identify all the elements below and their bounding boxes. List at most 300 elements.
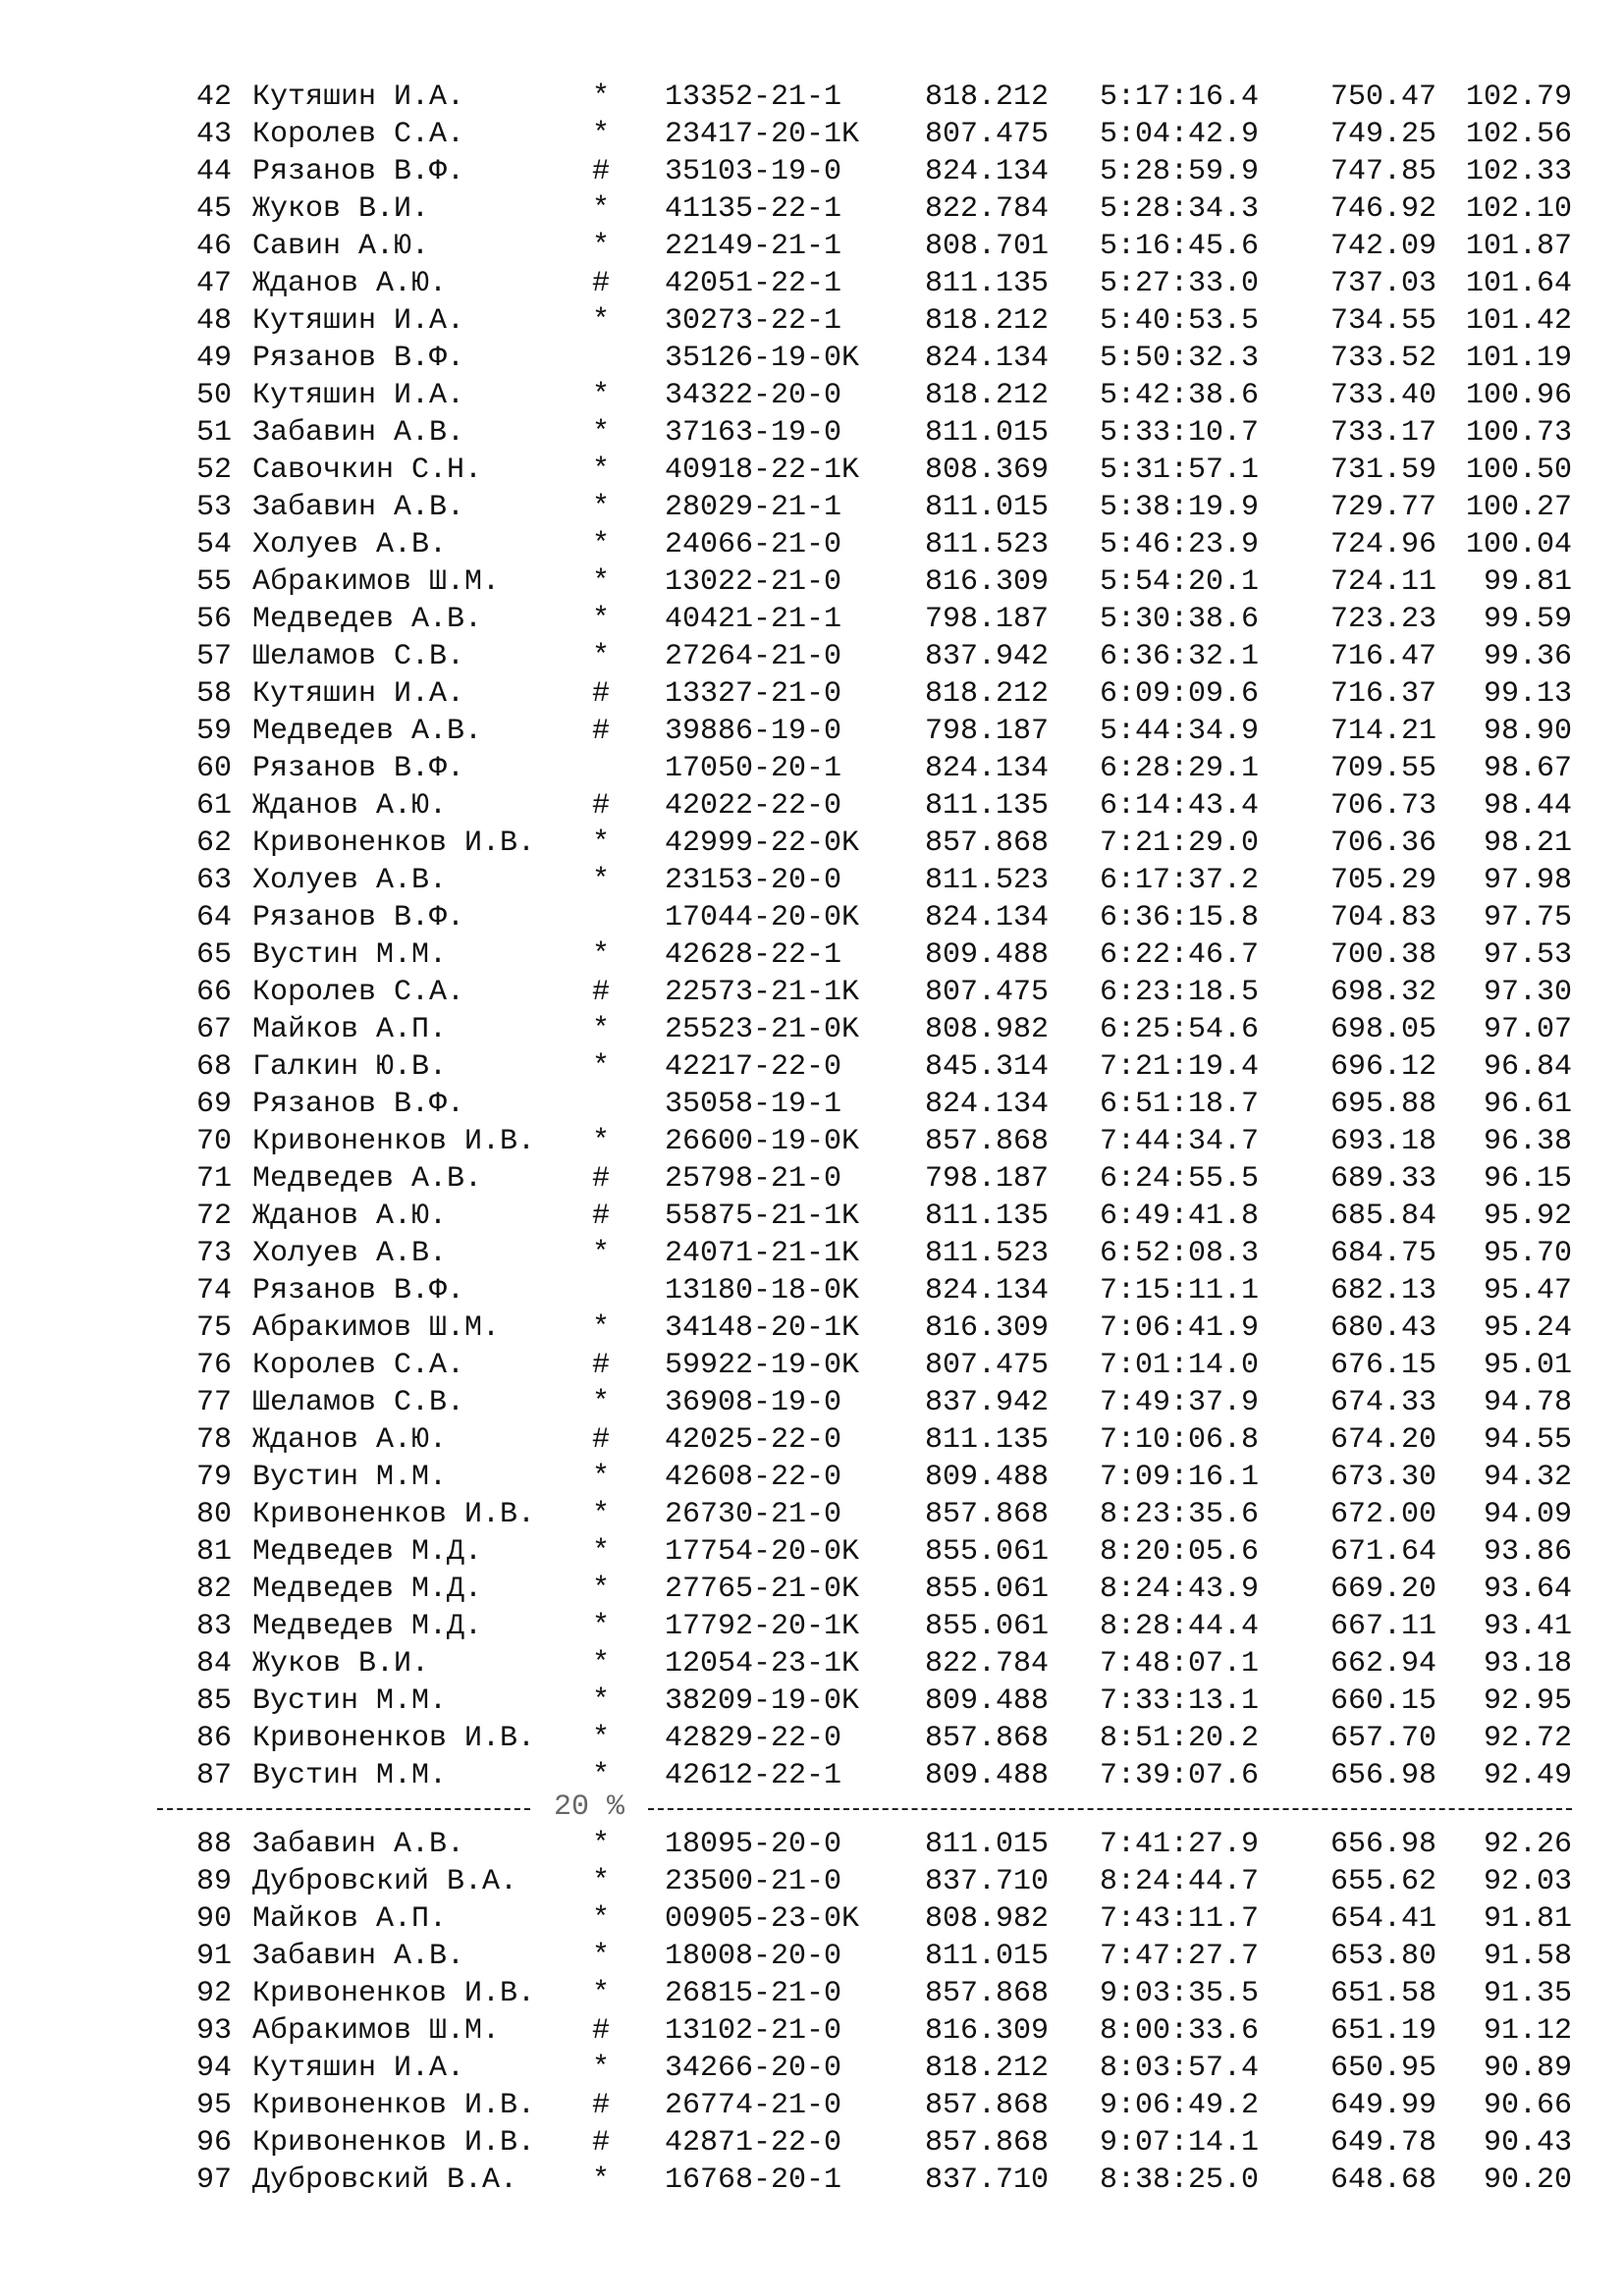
cell-speed: 706.73 <box>1329 789 1436 823</box>
cell-id: 26815-21-0 <box>665 1977 842 2010</box>
cell-num: 87 <box>195 1759 232 1792</box>
cell-pct: 98.21 <box>1483 827 1572 860</box>
cell-name: Кутяшин И.А. <box>252 677 465 711</box>
cell-num: 53 <box>195 491 232 524</box>
cell-speed: 729.77 <box>1329 491 1436 524</box>
cell-dist: 818.212 <box>925 677 1050 711</box>
cell-time: 6:36:32.1 <box>1100 640 1260 673</box>
cell-id: 40421-21-1 <box>665 603 842 636</box>
cell-speed: 705.29 <box>1329 864 1436 897</box>
cell-dist: 808.701 <box>925 230 1050 263</box>
cell-pct: 95.47 <box>1483 1274 1572 1308</box>
cell-time: 7:43:11.7 <box>1100 1902 1260 1936</box>
cell-speed: 684.75 <box>1329 1237 1436 1270</box>
cell-dist: 855.061 <box>925 1535 1050 1569</box>
cell-speed: 656.98 <box>1329 1828 1436 1861</box>
cell-mark: * <box>591 1386 610 1419</box>
cell-speed: 737.03 <box>1329 267 1436 300</box>
cell-name: Шеламов С.В. <box>252 1386 465 1419</box>
cell-pct: 101.64 <box>1465 267 1572 300</box>
cell-num: 59 <box>195 715 232 748</box>
cell-name: Королев С.А. <box>252 118 465 151</box>
cell-mark: * <box>591 2052 610 2085</box>
cell-dist: 855.061 <box>925 1573 1050 1606</box>
cell-name: Холуев А.В. <box>252 1237 448 1270</box>
cell-mark: * <box>591 1461 610 1494</box>
cell-speed: 660.15 <box>1329 1684 1436 1718</box>
cell-mark: * <box>591 454 610 487</box>
cell-dist: 857.868 <box>925 827 1050 860</box>
cell-pct: 92.49 <box>1483 1759 1572 1792</box>
cell-num: 52 <box>195 454 232 487</box>
cell-dist: 837.710 <box>925 1865 1050 1898</box>
cell-mark: # <box>591 2014 610 2048</box>
cell-name: Жданов А.Ю. <box>252 789 448 823</box>
cell-mark: # <box>591 1162 610 1196</box>
cell-speed: 734.55 <box>1329 304 1436 338</box>
cell-speed: 742.09 <box>1329 230 1436 263</box>
cell-name: Рязанов В.Ф. <box>252 752 465 785</box>
cell-time: 7:48:07.1 <box>1100 1647 1260 1681</box>
cell-time: 7:01:14.0 <box>1100 1349 1260 1382</box>
cell-pct: 94.09 <box>1483 1498 1572 1531</box>
cell-dist: 811.523 <box>925 864 1050 897</box>
cell-id: 23500-21-0 <box>665 1865 842 1898</box>
divider-line-right <box>648 1808 1572 1810</box>
cell-pct: 92.95 <box>1483 1684 1572 1718</box>
cell-num: 48 <box>195 304 232 338</box>
cell-dist: 816.309 <box>925 565 1050 599</box>
cell-pct: 101.19 <box>1465 342 1572 375</box>
cell-pct: 92.26 <box>1483 1828 1572 1861</box>
cell-id: 42999-22-0K <box>665 827 860 860</box>
cell-dist: 811.015 <box>925 1940 1050 1973</box>
cell-num: 62 <box>195 827 232 860</box>
cell-pct: 90.89 <box>1483 2052 1572 2085</box>
cell-speed: 723.23 <box>1329 603 1436 636</box>
cell-num: 80 <box>195 1498 232 1531</box>
cell-num: 68 <box>195 1050 232 1084</box>
cell-dist: 809.488 <box>925 1461 1050 1494</box>
cell-pct: 96.61 <box>1483 1088 1572 1121</box>
cell-speed: 669.20 <box>1329 1573 1436 1606</box>
cell-dist: 807.475 <box>925 1349 1050 1382</box>
cell-id: 13022-21-0 <box>665 565 842 599</box>
cell-num: 46 <box>195 230 232 263</box>
cell-id: 34148-20-1K <box>665 1311 860 1345</box>
cell-mark: # <box>591 715 610 748</box>
cell-name: Кутяшин И.А. <box>252 80 465 114</box>
cell-time: 7:39:07.6 <box>1100 1759 1260 1792</box>
cell-num: 65 <box>195 938 232 972</box>
cell-dist: 811.523 <box>925 1237 1050 1270</box>
cell-num: 74 <box>195 1274 232 1308</box>
cell-mark: # <box>591 155 610 188</box>
cell-time: 5:17:16.4 <box>1100 80 1260 114</box>
cell-mark: * <box>591 1237 610 1270</box>
cell-speed: 650.95 <box>1329 2052 1436 2085</box>
cell-time: 5:30:38.6 <box>1100 603 1260 636</box>
cell-pct: 93.18 <box>1483 1647 1572 1681</box>
cell-mark: * <box>591 491 610 524</box>
cell-name: Кутяшин И.А. <box>252 379 465 412</box>
cell-num: 75 <box>195 1311 232 1345</box>
cell-speed: 653.80 <box>1329 1940 1436 1973</box>
cell-pct: 98.44 <box>1483 789 1572 823</box>
cell-pct: 98.67 <box>1483 752 1572 785</box>
cell-num: 85 <box>195 1684 232 1718</box>
cell-speed: 724.11 <box>1329 565 1436 599</box>
cell-speed: 724.96 <box>1329 528 1436 561</box>
cell-dist: 811.135 <box>925 1200 1050 1233</box>
cell-dist: 809.488 <box>925 1759 1050 1792</box>
cell-time: 7:44:34.7 <box>1100 1125 1260 1158</box>
cell-num: 55 <box>195 565 232 599</box>
cell-mark: * <box>591 1759 610 1792</box>
cell-dist: 818.212 <box>925 304 1050 338</box>
cell-num: 84 <box>195 1647 232 1681</box>
cell-time: 8:24:44.7 <box>1100 1865 1260 1898</box>
cell-num: 47 <box>195 267 232 300</box>
cell-speed: 674.20 <box>1329 1423 1436 1457</box>
cell-pct: 95.01 <box>1483 1349 1572 1382</box>
cell-time: 8:38:25.0 <box>1100 2163 1260 2197</box>
cell-dist: 845.314 <box>925 1050 1050 1084</box>
cell-speed: 733.40 <box>1329 379 1436 412</box>
cell-mark: * <box>591 1311 610 1345</box>
cell-time: 8:03:57.4 <box>1100 2052 1260 2085</box>
cell-speed: 651.19 <box>1329 2014 1436 2048</box>
cell-speed: 654.41 <box>1329 1902 1436 1936</box>
cell-time: 7:33:13.1 <box>1100 1684 1260 1718</box>
cell-pct: 102.10 <box>1465 192 1572 226</box>
cell-mark: * <box>591 603 610 636</box>
cell-time: 8:24:43.9 <box>1100 1573 1260 1606</box>
cell-mark: # <box>591 267 610 300</box>
cell-time: 5:28:34.3 <box>1100 192 1260 226</box>
cell-id: 17050-20-1 <box>665 752 842 785</box>
cell-dist: 798.187 <box>925 1162 1050 1196</box>
cell-id: 35126-19-0K <box>665 342 860 375</box>
cell-mark: * <box>591 1828 610 1861</box>
cell-id: 59922-19-0K <box>665 1349 860 1382</box>
cell-pct: 90.43 <box>1483 2126 1572 2160</box>
cell-mark: * <box>591 1125 610 1158</box>
threshold-divider <box>157 1789 1572 1826</box>
cell-mark: * <box>591 80 610 114</box>
cell-num: 51 <box>195 416 232 450</box>
cell-mark: * <box>591 1722 610 1755</box>
cell-mark: * <box>591 864 610 897</box>
cell-dist: 837.942 <box>925 640 1050 673</box>
cell-id: 30273-22-1 <box>665 304 842 338</box>
cell-pct: 94.78 <box>1483 1386 1572 1419</box>
cell-mark: * <box>591 379 610 412</box>
cell-name: Абракимов Ш.М. <box>252 2014 501 2048</box>
cell-pct: 91.58 <box>1483 1940 1572 1973</box>
cell-num: 78 <box>195 1423 232 1457</box>
cell-pct: 97.53 <box>1483 938 1572 972</box>
cell-id: 34266-20-0 <box>665 2052 842 2085</box>
cell-dist: 798.187 <box>925 715 1050 748</box>
cell-pct: 99.59 <box>1483 603 1572 636</box>
cell-mark: * <box>591 528 610 561</box>
cell-name: Кутяшин И.А. <box>252 304 465 338</box>
cell-id: 27765-21-0K <box>665 1573 860 1606</box>
cell-dist: 811.015 <box>925 1828 1050 1861</box>
cell-name: Савин А.Ю. <box>252 230 430 263</box>
cell-name: Майков А.П. <box>252 1013 448 1046</box>
cell-speed: 649.78 <box>1329 2126 1436 2160</box>
cell-pct: 100.73 <box>1465 416 1572 450</box>
cell-speed: 682.13 <box>1329 1274 1436 1308</box>
cell-name: Королев С.А. <box>252 976 465 1009</box>
cell-dist: 816.309 <box>925 2014 1050 2048</box>
cell-dist: 857.868 <box>925 1977 1050 2010</box>
cell-time: 7:09:16.1 <box>1100 1461 1260 1494</box>
cell-num: 73 <box>195 1237 232 1270</box>
cell-id: 42022-22-0 <box>665 789 842 823</box>
cell-name: Медведев М.Д. <box>252 1535 483 1569</box>
cell-time: 6:24:55.5 <box>1100 1162 1260 1196</box>
cell-time: 6:23:18.5 <box>1100 976 1260 1009</box>
cell-id: 18008-20-0 <box>665 1940 842 1973</box>
cell-speed: 685.84 <box>1329 1200 1436 1233</box>
cell-speed: 698.32 <box>1329 976 1436 1009</box>
cell-num: 70 <box>195 1125 232 1158</box>
cell-time: 7:49:37.9 <box>1100 1386 1260 1419</box>
cell-speed: 716.47 <box>1329 640 1436 673</box>
cell-pct: 94.32 <box>1483 1461 1572 1494</box>
cell-time: 9:03:35.5 <box>1100 1977 1260 2010</box>
cell-speed: 673.30 <box>1329 1461 1436 1494</box>
cell-dist: 808.369 <box>925 454 1050 487</box>
cell-pct: 95.92 <box>1483 1200 1572 1233</box>
cell-pct: 102.33 <box>1465 155 1572 188</box>
cell-name: Забавин А.В. <box>252 1828 465 1861</box>
cell-name: Кривоненков И.В. <box>252 1722 536 1755</box>
cell-id: 36908-19-0 <box>665 1386 842 1419</box>
cell-id: 13352-21-1 <box>665 80 842 114</box>
cell-time: 7:10:06.8 <box>1100 1423 1260 1457</box>
cell-time: 6:17:37.2 <box>1100 864 1260 897</box>
cell-dist: 857.868 <box>925 1125 1050 1158</box>
cell-speed: 657.70 <box>1329 1722 1436 1755</box>
cell-name: Дубровский В.А. <box>252 2163 518 2197</box>
cell-pct: 101.42 <box>1465 304 1572 338</box>
cell-pct: 99.13 <box>1483 677 1572 711</box>
cell-mark: * <box>591 304 610 338</box>
cell-time: 6:36:15.8 <box>1100 901 1260 934</box>
cell-name: Вустин М.М. <box>252 1684 448 1718</box>
cell-pct: 99.81 <box>1483 565 1572 599</box>
cell-num: 93 <box>195 2014 232 2048</box>
cell-id: 24066-21-0 <box>665 528 842 561</box>
cell-speed: 698.05 <box>1329 1013 1436 1046</box>
cell-id: 22149-21-1 <box>665 230 842 263</box>
cell-id: 26600-19-0K <box>665 1125 860 1158</box>
cell-time: 8:28:44.4 <box>1100 1610 1260 1643</box>
cell-mark: # <box>591 1200 610 1233</box>
cell-mark: * <box>591 230 610 263</box>
cell-name: Забавин А.В. <box>252 416 465 450</box>
cell-name: Абракимов Ш.М. <box>252 1311 501 1345</box>
cell-dist: 857.868 <box>925 1498 1050 1531</box>
cell-num: 72 <box>195 1200 232 1233</box>
cell-time: 6:51:18.7 <box>1100 1088 1260 1121</box>
cell-id: 42628-22-1 <box>665 938 842 972</box>
cell-name: Кривоненков И.В. <box>252 1977 536 2010</box>
cell-pct: 98.90 <box>1483 715 1572 748</box>
cell-dist: 807.475 <box>925 976 1050 1009</box>
cell-dist: 824.134 <box>925 1274 1050 1308</box>
cell-mark: * <box>591 1535 610 1569</box>
cell-pct: 101.87 <box>1465 230 1572 263</box>
cell-time: 8:23:35.6 <box>1100 1498 1260 1531</box>
cell-speed: 733.52 <box>1329 342 1436 375</box>
cell-num: 79 <box>195 1461 232 1494</box>
cell-id: 40918-22-1K <box>665 454 860 487</box>
cell-mark: * <box>591 1498 610 1531</box>
cell-name: Кривоненков И.В. <box>252 2126 536 2160</box>
cell-speed: 693.18 <box>1329 1125 1436 1158</box>
cell-id: 27264-21-0 <box>665 640 842 673</box>
cell-id: 26730-21-0 <box>665 1498 842 1531</box>
cell-time: 5:42:38.6 <box>1100 379 1260 412</box>
cell-name: Медведев М.Д. <box>252 1610 483 1643</box>
cell-mark: # <box>591 1349 610 1382</box>
cell-id: 23417-20-1K <box>665 118 860 151</box>
cell-time: 5:04:42.9 <box>1100 118 1260 151</box>
cell-mark: * <box>591 1013 610 1046</box>
cell-time: 5:38:19.9 <box>1100 491 1260 524</box>
cell-id: 35103-19-0 <box>665 155 842 188</box>
cell-pct: 94.55 <box>1483 1423 1572 1457</box>
cell-dist: 808.982 <box>925 1902 1050 1936</box>
cell-dist: 811.015 <box>925 416 1050 450</box>
cell-time: 7:41:27.9 <box>1100 1828 1260 1861</box>
cell-num: 90 <box>195 1902 232 1936</box>
cell-pct: 97.75 <box>1483 901 1572 934</box>
cell-time: 6:22:46.7 <box>1100 938 1260 972</box>
cell-mark: * <box>591 1050 610 1084</box>
cell-dist: 816.309 <box>925 1311 1050 1345</box>
cell-dist: 824.134 <box>925 752 1050 785</box>
cell-name: Вустин М.М. <box>252 938 448 972</box>
cell-name: Кривоненков И.В. <box>252 827 536 860</box>
cell-id: 25523-21-0K <box>665 1013 860 1046</box>
cell-mark: * <box>591 938 610 972</box>
cell-name: Забавин А.В. <box>252 491 465 524</box>
cell-dist: 837.710 <box>925 2163 1050 2197</box>
cell-speed: 709.55 <box>1329 752 1436 785</box>
cell-dist: 808.982 <box>925 1013 1050 1046</box>
cell-num: 97 <box>195 2163 232 2197</box>
cell-dist: 818.212 <box>925 2052 1050 2085</box>
cell-name: Медведев А.В. <box>252 1162 483 1196</box>
cell-id: 55875-21-1K <box>665 1200 860 1233</box>
cell-num: 57 <box>195 640 232 673</box>
cell-time: 8:00:33.6 <box>1100 2014 1260 2048</box>
cell-dist: 837.942 <box>925 1386 1050 1419</box>
cell-id: 17754-20-0K <box>665 1535 860 1569</box>
cell-num: 88 <box>195 1828 232 1861</box>
cell-name: Жданов А.Ю. <box>252 1423 448 1457</box>
cell-mark: # <box>591 1423 610 1457</box>
cell-time: 9:06:49.2 <box>1100 2089 1260 2122</box>
cell-time: 6:52:08.3 <box>1100 1237 1260 1270</box>
cell-num: 94 <box>195 2052 232 2085</box>
cell-speed: 695.88 <box>1329 1088 1436 1121</box>
cell-name: Жуков В.И. <box>252 192 430 226</box>
cell-time: 5:16:45.6 <box>1100 230 1260 263</box>
cell-name: Медведев М.Д. <box>252 1573 483 1606</box>
cell-id: 18095-20-0 <box>665 1828 842 1861</box>
cell-num: 95 <box>195 2089 232 2122</box>
cell-mark: * <box>591 1684 610 1718</box>
cell-id: 17044-20-0K <box>665 901 860 934</box>
cell-mark: * <box>591 1610 610 1643</box>
cell-id: 12054-23-1K <box>665 1647 860 1681</box>
cell-name: Медведев А.В. <box>252 603 483 636</box>
cell-num: 54 <box>195 528 232 561</box>
cell-time: 7:06:41.9 <box>1100 1311 1260 1345</box>
cell-id: 22573-21-1K <box>665 976 860 1009</box>
cell-name: Рязанов В.Ф. <box>252 1088 465 1121</box>
cell-speed: 662.94 <box>1329 1647 1436 1681</box>
cell-num: 58 <box>195 677 232 711</box>
cell-speed: 750.47 <box>1329 80 1436 114</box>
cell-num: 49 <box>195 342 232 375</box>
cell-id: 26774-21-0 <box>665 2089 842 2122</box>
cell-pct: 90.66 <box>1483 2089 1572 2122</box>
cell-mark: # <box>591 2089 610 2122</box>
cell-mark: * <box>591 1902 610 1936</box>
cell-time: 5:40:53.5 <box>1100 304 1260 338</box>
cell-mark: * <box>591 565 610 599</box>
cell-num: 67 <box>195 1013 232 1046</box>
cell-time: 7:21:29.0 <box>1100 827 1260 860</box>
cell-id: 34322-20-0 <box>665 379 842 412</box>
cell-mark: * <box>591 640 610 673</box>
cell-name: Жданов А.Ю. <box>252 267 448 300</box>
cell-pct: 92.03 <box>1483 1865 1572 1898</box>
cell-pct: 97.07 <box>1483 1013 1572 1046</box>
cell-num: 64 <box>195 901 232 934</box>
cell-dist: 811.135 <box>925 267 1050 300</box>
cell-time: 6:49:41.8 <box>1100 1200 1260 1233</box>
cell-speed: 680.43 <box>1329 1311 1436 1345</box>
cell-time: 6:25:54.6 <box>1100 1013 1260 1046</box>
cell-id: 25798-21-0 <box>665 1162 842 1196</box>
cell-mark: * <box>591 118 610 151</box>
cell-num: 61 <box>195 789 232 823</box>
cell-speed: 676.15 <box>1329 1349 1436 1382</box>
cell-dist: 818.212 <box>925 80 1050 114</box>
cell-id: 42051-22-1 <box>665 267 842 300</box>
cell-id: 17792-20-1K <box>665 1610 860 1643</box>
cell-dist: 824.134 <box>925 342 1050 375</box>
threshold-label: 20 % <box>553 1790 624 1824</box>
cell-dist: 824.134 <box>925 1088 1050 1121</box>
cell-num: 50 <box>195 379 232 412</box>
cell-time: 5:54:20.1 <box>1100 565 1260 599</box>
cell-name: Дубровский В.А. <box>252 1865 518 1898</box>
cell-id: 42217-22-0 <box>665 1050 842 1084</box>
cell-speed: 674.33 <box>1329 1386 1436 1419</box>
cell-name: Медведев А.В. <box>252 715 483 748</box>
cell-id: 16768-20-1 <box>665 2163 842 2197</box>
